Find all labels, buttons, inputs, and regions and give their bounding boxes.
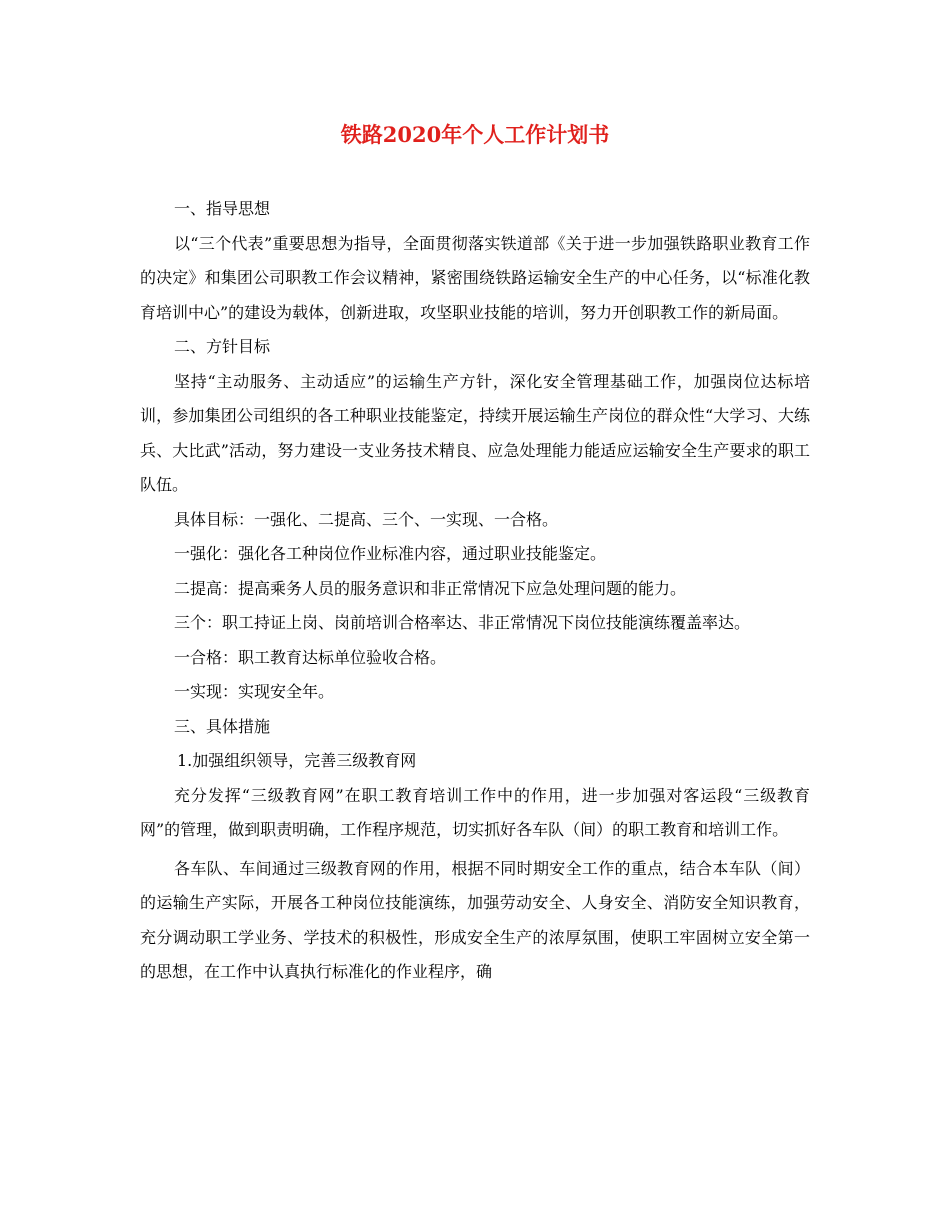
- paragraph-three-level-network: 充分发挥“三级教育网”在职工教育培训工作中的作用，进一步加强对客运段“三级教育网”的管理，做到职责明确，工作程序规范，切实抓好各车队（间）的职工教育和培训工作。: [140, 785, 810, 839]
- section-heading-measures: 三、具体措施: [174, 716, 271, 736]
- paragraph-policy-goals: 坚持“主动服务、主动适应”的运输生产方针，深化安全管理基础工作，加强岗位达标培训，参加集团公司组织的各工种职业技能鉴定，持续开展运输生产岗位的群众性“大学习、大练兵、大比武”活动，努力建设一支业务技术精良、应急处理能力能适应运输安全生产要求的职工队伍。: [140, 371, 810, 494]
- paragraph-goal-qualified: 一合格：职工教育达标单位验收合格。: [174, 647, 447, 667]
- paragraph-goal-improve: 二提高：提高乘务人员的服务意识和非正常情况下应急处理问题的能力。: [174, 578, 687, 598]
- paragraph-goal-three: 三个：职工持证上岗、岗前培训合格率达、非正常情况下岗位技能演练覆盖率达。: [174, 613, 751, 632]
- subsection-heading-organization: 1.加强组织领导，完善三级教育网: [177, 751, 417, 770]
- paragraph-guiding-ideology: 以“三个代表”重要思想为指导，全面贯彻落实铁道部《关于进一步加强铁路职业教育工作的决定》和集团公司职教工作会议精神，紧密围绕铁路运输安全生产的中心任务，以“标准化教育培训中心”的建设为载体，创新进取，攻坚职业技能的培训，努力开创职教工作的新局面。: [140, 233, 810, 322]
- document-title: 铁路2020年个人工作计划书: [340, 122, 610, 147]
- section-heading-guiding-ideology: 一、指导思想: [174, 199, 271, 218]
- section-heading-policy-goals: 二、方针目标: [174, 337, 271, 356]
- paragraph-goal-realize: 一实现：实现安全年。: [174, 682, 335, 701]
- paragraph-specific-goals: 具体目标：一强化、二提高、三个、一实现、一合格。: [174, 509, 559, 529]
- document-body: [140, 192, 810, 990]
- paragraph-workshop-training: 各车队、车间通过三级教育网的作用，根据不同时期安全工作的重点，结合本车队（间）的运输生产实际，开展各工种岗位技能演练，加强劳动安全、人身安全、消防安全知识教育，充分调动职工学业务、学技术的积极性，形成安全生产的浓厚氛围，使职工牢固树立安全第一的思想，在工作中认真执行标准化的作业程序，确: [140, 858, 810, 981]
- paragraph-goal-strengthen: 一强化：强化各工种岗位作业标准内容，通过职业技能鉴定。: [174, 544, 607, 563]
